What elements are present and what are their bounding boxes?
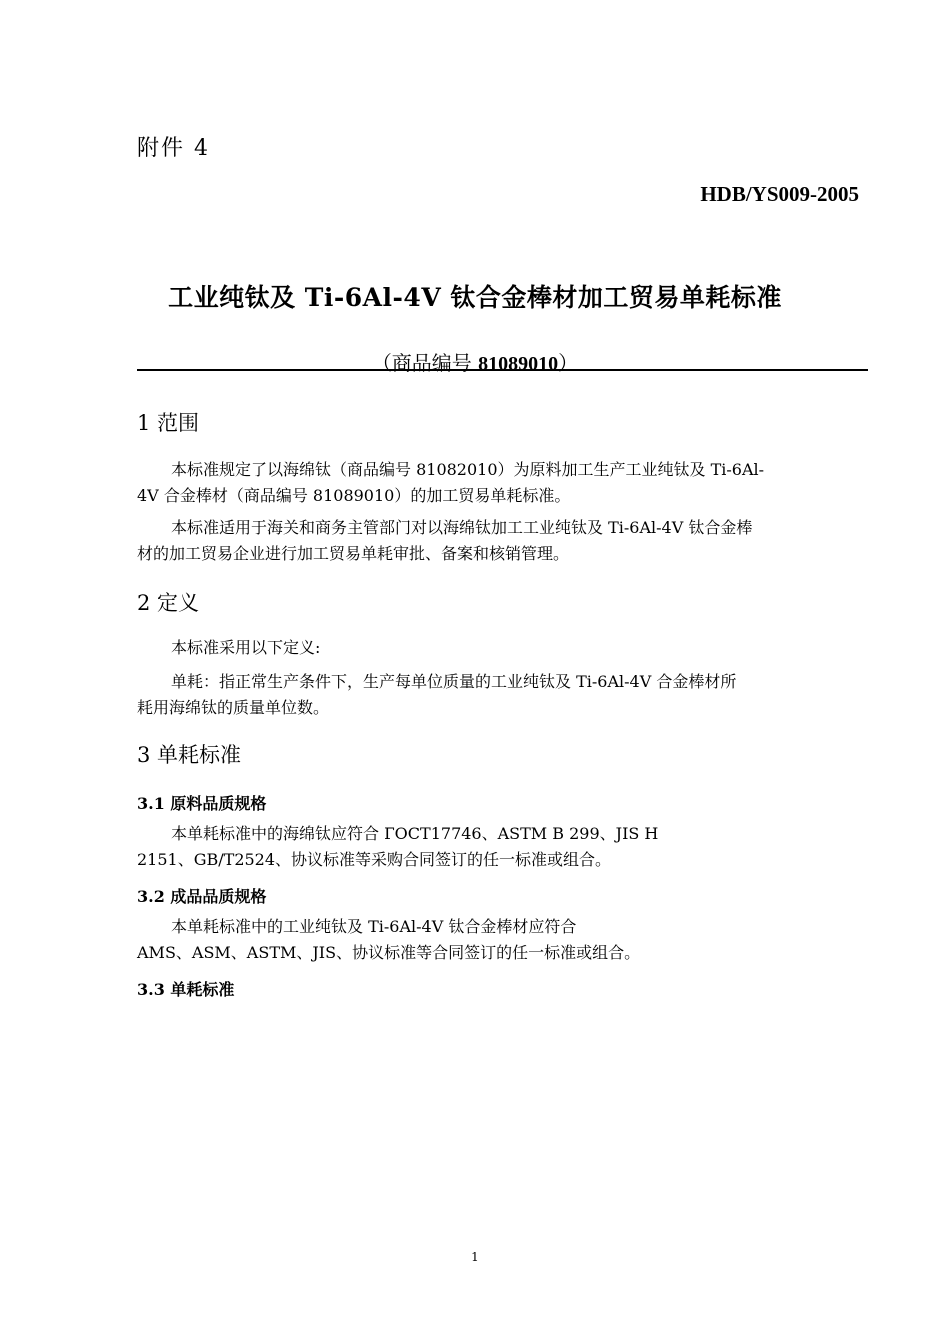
subsection-heading-raw-material: 3.1 原料品质规格	[137, 794, 267, 813]
annex-label: 附件 4	[137, 136, 210, 161]
paragraph-line: 2151、GB/T2524、协议标准等采购合同签订的任一标准或组合。	[137, 850, 612, 869]
paragraph-line: 本单耗标准中的海绵钛应符合 ГОСТ17746、ASTM B 299、JIS H	[171, 824, 659, 843]
paragraph-line: 4V 合金棒材（商品编号 81089010）的加工贸易单耗标准。	[137, 486, 571, 505]
paragraph-line: 本标准采用以下定义:	[171, 638, 321, 657]
scope-paragraph-2	[137, 515, 860, 567]
paragraph-line: 材的加工贸易企业进行加工贸易单耗审批、备案和核销管理。	[137, 544, 570, 563]
raw-material-paragraph	[137, 821, 860, 873]
section-heading-definition: 2 定义	[137, 591, 200, 615]
subsection-heading-consumption-standard: 3.3 单耗标准	[137, 980, 235, 999]
subtitle-close: ）	[558, 351, 579, 375]
paragraph-line: 本标准规定了以海绵钛（商品编号 81082010）为原料加工生产工业纯钛及 Ti-6Al-	[171, 460, 765, 479]
paragraph-line: 单耗：指正常生产条件下，生产每单位质量的工业纯钛及 Ti-6Al-4V 合金棒材所	[171, 672, 737, 691]
paragraph-line: 本标准适用于海关和商务主管部门对以海绵钛加工工业纯钛及 Ti-6Al-4V 钛合金棒	[171, 518, 753, 537]
subtitle-open: （商品编号	[371, 351, 479, 375]
section-heading-consumption-standard: 3 单耗标准	[137, 743, 242, 767]
document-subtitle	[0, 347, 950, 376]
paragraph-line: AMS、ASM、ASTM、JIS、协议标准等合同签订的任一标准或组合。	[137, 943, 641, 962]
definition-paragraph-1	[137, 635, 860, 661]
finished-product-paragraph	[137, 914, 860, 966]
section-heading-scope: 1 范围	[137, 411, 200, 435]
subsection-heading-finished-product: 3.2 成品品质规格	[137, 887, 267, 906]
commodity-code: 81089010	[478, 353, 559, 375]
title-divider	[137, 369, 868, 371]
page-number: 1	[471, 1250, 479, 1264]
paragraph-line: 耗用海绵钛的质量单位数。	[137, 698, 330, 717]
scope-paragraph-1	[137, 457, 860, 509]
document-number: HDB/YS009-2005	[700, 182, 859, 206]
definition-paragraph-2	[137, 669, 860, 721]
paragraph-line: 本单耗标准中的工业纯钛及 Ti-6Al-4V 钛合金棒材应符合	[171, 917, 577, 936]
document-title: 工业纯钛及 Ti-6Al-4V 钛合金棒材加工贸易单耗标准	[168, 283, 782, 312]
